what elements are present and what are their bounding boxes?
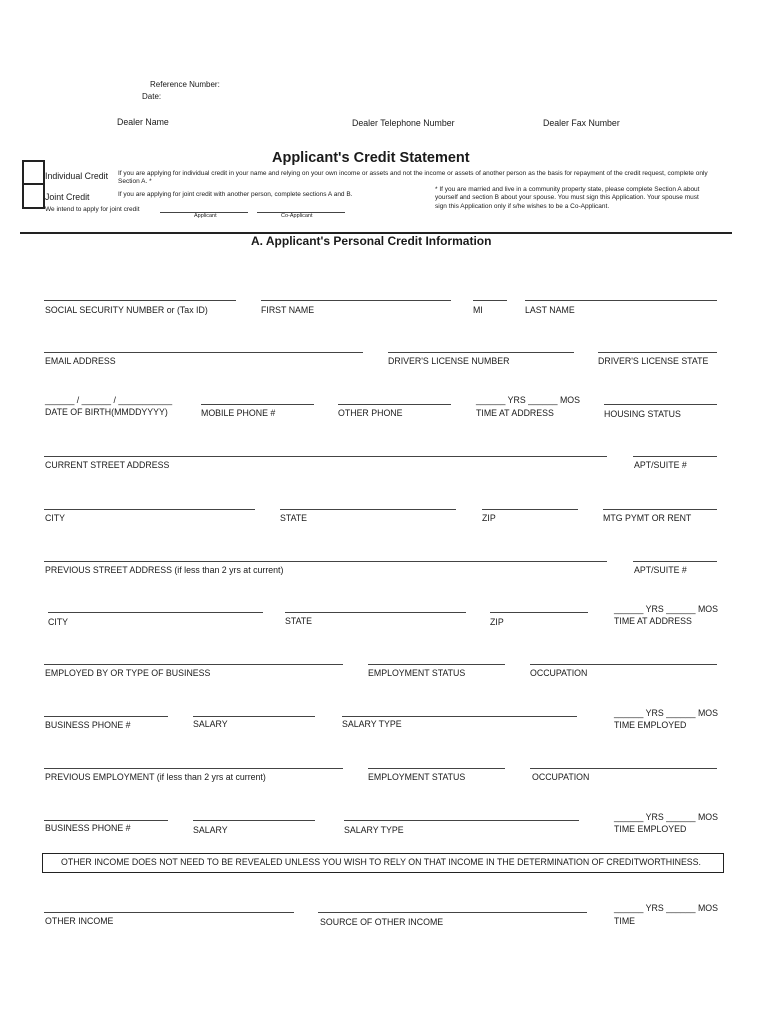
dealer-fax-label: Dealer Fax Number	[543, 118, 620, 128]
apt-suite-label: APT/SUITE #	[634, 460, 687, 470]
prev-state-field[interactable]	[285, 612, 466, 613]
joint-credit-label: Joint Credit	[45, 192, 90, 202]
drivers-license-field[interactable]	[388, 352, 574, 353]
prev-time-at-address-label: TIME AT ADDRESS	[614, 616, 692, 626]
housing-status-field[interactable]	[604, 404, 717, 405]
individual-credit-label: Individual Credit	[45, 171, 109, 181]
salary-type-field[interactable]	[342, 716, 577, 717]
salary-label: SALARY	[193, 719, 228, 729]
first-name-field[interactable]	[261, 300, 451, 301]
prev-apt-suite-label: APT/SUITE #	[634, 565, 687, 575]
employed-by-field[interactable]	[44, 664, 343, 665]
other-phone-label: OTHER PHONE	[338, 408, 403, 418]
employed-by-label: EMPLOYED BY OR TYPE OF BUSINESS	[45, 668, 211, 678]
prev-zip-label: ZIP	[490, 617, 504, 627]
mtg-pymt-label: MTG PYMT OR RENT	[603, 513, 692, 523]
drivers-license-state-field[interactable]	[598, 352, 717, 353]
business-phone-label: BUSINESS PHONE #	[45, 720, 131, 730]
prev-business-phone-field[interactable]	[44, 820, 168, 821]
prev-street-field[interactable]	[44, 561, 607, 562]
reference-number-label: Reference Number:	[150, 80, 220, 89]
source-other-income-field[interactable]	[318, 912, 587, 913]
other-income-field[interactable]	[44, 912, 294, 913]
other-income-label: OTHER INCOME	[45, 916, 114, 926]
zip-field[interactable]	[482, 509, 578, 510]
mi-field[interactable]	[473, 300, 507, 301]
prev-salary-type-label: SALARY TYPE	[344, 825, 404, 835]
dob-label: DATE OF BIRTH(MMDDYYYY)	[45, 407, 168, 417]
mobile-phone-label: MOBILE PHONE #	[201, 408, 276, 418]
coapplicant-label: Co-Applicant	[281, 213, 313, 219]
prev-time-at-address-field[interactable]: ______ YRS ______ MOS	[614, 604, 719, 614]
mobile-phone-field[interactable]	[201, 404, 314, 405]
page-title: Applicant's Credit Statement	[272, 150, 470, 166]
city-field[interactable]	[44, 509, 255, 510]
time-at-address-label: TIME AT ADDRESS	[476, 408, 554, 418]
joint-credit-text: If you are applying for joint credit with another person, complete sections A and B.	[118, 191, 353, 198]
email-field[interactable]	[44, 352, 363, 353]
business-phone-field[interactable]	[44, 716, 168, 717]
prev-city-field[interactable]	[48, 612, 263, 613]
other-income-notice: OTHER INCOME DOES NOT NEED TO BE REVEALED UNLESS YOU WISH TO RELY ON THAT INCOME IN THE DETERMINATION OF CREDITWORTHINESS.	[61, 857, 701, 867]
state-field[interactable]	[280, 509, 456, 510]
prev-city-label: CITY	[48, 617, 69, 627]
employment-status-label: EMPLOYMENT STATUS	[368, 668, 466, 678]
drivers-license-label: DRIVER'S LICENSE NUMBER	[388, 356, 510, 366]
salary-field[interactable]	[193, 716, 315, 717]
section-a-title: A. Applicant's Personal Credit Information	[251, 234, 492, 248]
prev-zip-field[interactable]	[490, 612, 588, 613]
zip-label: ZIP	[482, 513, 496, 523]
drivers-license-state-label: DRIVER'S LICENSE STATE	[598, 356, 709, 366]
current-street-label: CURRENT STREET ADDRESS	[45, 460, 170, 470]
dob-field[interactable]: ______ / ______ / ___________	[45, 395, 173, 405]
time-employed-label: TIME EMPLOYED	[614, 720, 687, 730]
joint-credit-intent: We intend to apply for joint credit	[45, 206, 140, 213]
prev-state-label: STATE	[285, 616, 313, 626]
state-label: STATE	[280, 513, 308, 523]
city-label: CITY	[45, 513, 66, 523]
prev-employment-status-field[interactable]	[368, 768, 505, 769]
email-label: EMAIL ADDRESS	[45, 356, 116, 366]
applicant-label: Applicant	[194, 213, 217, 219]
prev-apt-suite-field[interactable]	[633, 561, 717, 562]
prev-business-phone-label: BUSINESS PHONE #	[45, 823, 131, 833]
current-street-field[interactable]	[44, 456, 607, 457]
mi-label: MI	[473, 305, 483, 315]
joint-credit-checkbox[interactable]	[22, 183, 45, 209]
prev-time-employed-field[interactable]: ______ YRS ______ MOS	[614, 812, 719, 822]
last-name-label: LAST NAME	[525, 305, 575, 315]
community-property-note: * If you are married and live in a community property state, please complete Section A about yourself and section B about your spouse. You must sign this Application. Your spouse must sign this Application only if s/he wishes to be a Co-Applicant.	[435, 186, 700, 210]
other-income-time-field[interactable]: ______ YRS ______ MOS	[614, 903, 719, 913]
time-at-address-field[interactable]: ______ YRS ______ MOS	[476, 395, 581, 405]
prev-occupation-label: OCCUPATION	[532, 772, 590, 782]
prev-salary-type-field[interactable]	[344, 820, 579, 821]
occupation-label: OCCUPATION	[530, 668, 588, 678]
first-name-label: FIRST NAME	[261, 305, 315, 315]
dealer-phone-label: Dealer Telephone Number	[352, 118, 455, 128]
source-other-income-label: SOURCE OF OTHER INCOME	[320, 917, 444, 927]
mtg-pymt-field[interactable]	[603, 509, 717, 510]
prev-salary-label: SALARY	[193, 825, 228, 835]
prev-occupation-field[interactable]	[530, 768, 717, 769]
other-income-time-label: TIME	[614, 916, 636, 926]
individual-credit-text: If you are applying for individual credit in your name and relying on your own income or assets and not the income or assets of another person as the basis for repayment of the credit request, complete only Section A. *	[118, 170, 708, 186]
time-employed-field[interactable]: ______ YRS ______ MOS	[614, 708, 719, 718]
ssn-label: SOCIAL SECURITY NUMBER or (Tax ID)	[45, 305, 208, 315]
prev-time-employed-label: TIME EMPLOYED	[614, 824, 687, 834]
prev-employment-label: PREVIOUS EMPLOYMENT (if less than 2 yrs at current)	[45, 772, 266, 782]
date-label: Date:	[142, 92, 162, 101]
prev-street-label: PREVIOUS STREET ADDRESS (if less than 2 yrs at current)	[45, 565, 284, 575]
employment-status-field[interactable]	[368, 664, 505, 665]
salary-type-label: SALARY TYPE	[342, 719, 402, 729]
dealer-name-label: Dealer Name	[117, 117, 169, 127]
ssn-field[interactable]	[44, 300, 236, 301]
occupation-field[interactable]	[530, 664, 717, 665]
last-name-field[interactable]	[525, 300, 717, 301]
housing-status-label: HOUSING STATUS	[604, 409, 681, 419]
other-phone-field[interactable]	[338, 404, 451, 405]
prev-employment-status-label: EMPLOYMENT STATUS	[368, 772, 466, 782]
prev-salary-field[interactable]	[193, 820, 315, 821]
apt-suite-field[interactable]	[633, 456, 717, 457]
prev-employment-field[interactable]	[44, 768, 343, 769]
